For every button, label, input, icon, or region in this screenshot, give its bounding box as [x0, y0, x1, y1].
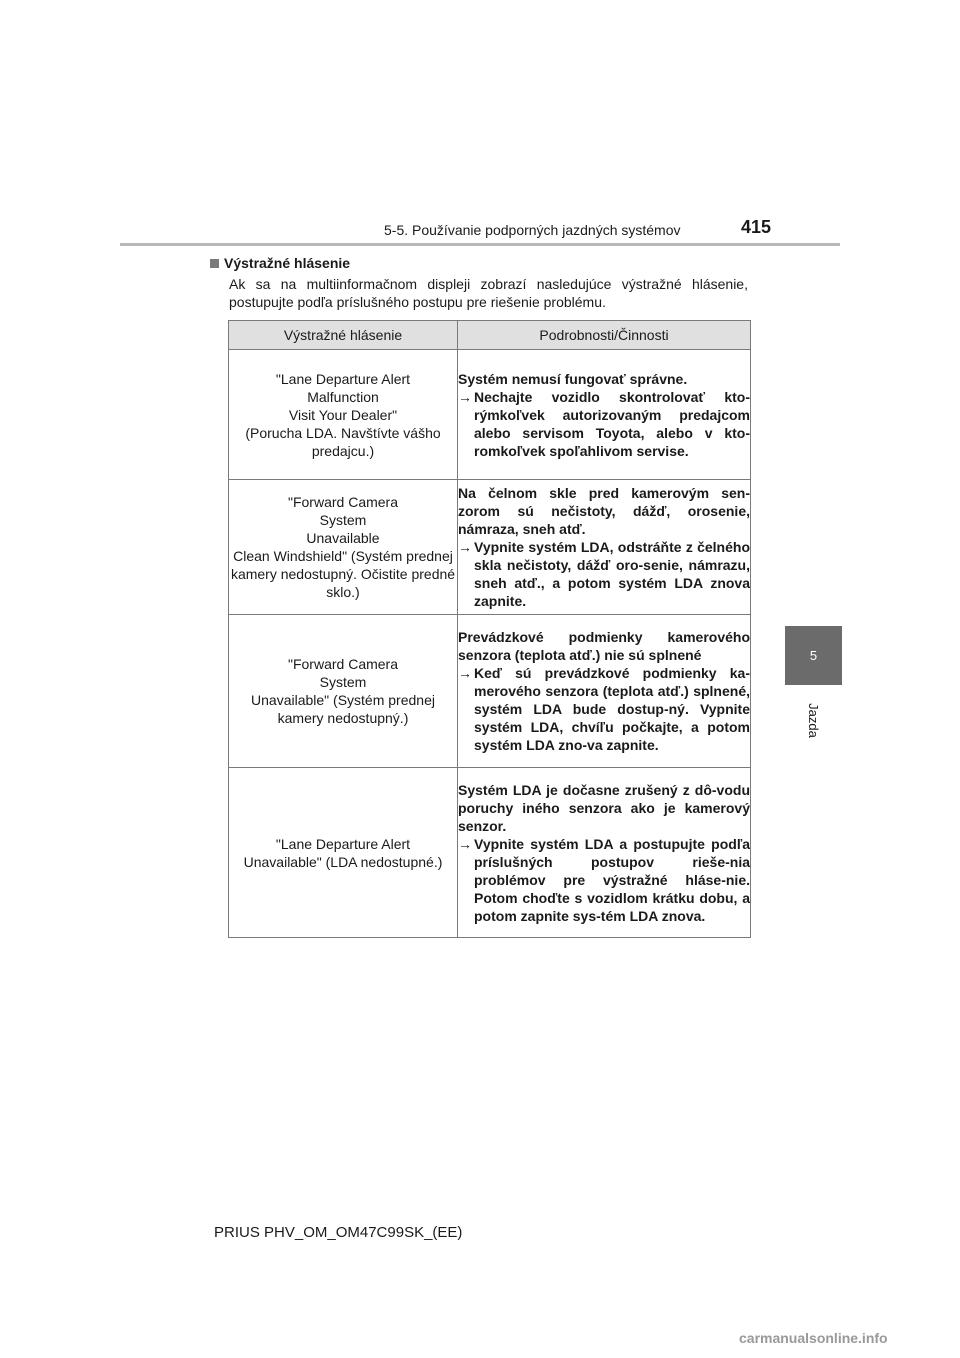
message-line: System [319, 674, 367, 690]
message-line: "Lane Departure Alert [275, 370, 411, 387]
message-line: Clean Windshield" (Systém prednej kamery nedostupný. Očistite predné sklo.) [230, 548, 456, 600]
detail-title: Systém nemusí fungovať správne. [458, 370, 688, 387]
arrow-icon: → [458, 665, 472, 681]
table-row [229, 615, 751, 768]
message-line: "Forward Camera [288, 494, 398, 510]
document-code: PRIUS PHV_OM_OM47C99SK_(EE) [214, 1224, 463, 1241]
warning-message-cell [229, 768, 458, 938]
table-row [229, 768, 751, 938]
detail-title: Prevádzkové podmienky kamerového senzora (teplota atď.) nie sú splnené [458, 629, 750, 663]
message-line: "Lane Departure Alert [275, 835, 411, 852]
detail-step-text: Vypnite systém LDA a postupujte podľa príslušných postupov rieše-nia problémov pre výstražné hláse-nie. Potom choďte s vozidlom krátku dobu, a potom zapnite sys-tém LDA znova. [474, 835, 750, 924]
detail-step [458, 538, 750, 610]
column-header-message: Výstražné hlásenie [229, 321, 458, 350]
column-header-details: Podrobnosti/Činnosti [458, 321, 751, 350]
detail-step-text: Nechajte vozidlo skontrolovať kto-rýmkoľvek autorizovaným predajcom alebo servisom Toyota, alebo v kto-romkoľvek spoľahlivom servise. [474, 388, 750, 459]
message-line: Unavailable" (LDA nedostupné.) [243, 853, 443, 870]
arrow-icon: → [458, 835, 472, 852]
chapter-side-label [786, 698, 841, 742]
table-row [229, 350, 751, 480]
detail-step [458, 664, 750, 754]
section-heading [210, 255, 350, 271]
chapter-side-label-text: Jazda [805, 702, 821, 738]
warning-message-cell [229, 350, 458, 480]
square-bullet-icon [210, 259, 219, 268]
detail-cell [458, 350, 751, 480]
detail-step-text: Vypnite systém LDA, odstráňte z čelného skla nečistoty, dážď oro-senie, námrazu, sneh atď., a potom systém LDA znova zapnite. [474, 539, 750, 609]
detail-step [458, 835, 750, 925]
detail-cell [458, 768, 751, 938]
chapter-tab-number: 5 [809, 648, 818, 663]
message-line: (Porucha LDA. Navštívte vášho predajcu.) [245, 424, 441, 459]
message-line: "Forward Camera [288, 656, 398, 672]
arrow-icon: → [458, 539, 472, 555]
table-header-row [229, 321, 751, 350]
detail-cell [458, 615, 751, 768]
detail-step [458, 388, 750, 460]
chapter-tab [785, 626, 842, 685]
detail-title: Systém LDA je dočasne zrušený z dô-vodu poruchy iného senzora ako je kamerový senzor. [458, 781, 750, 834]
message-line: Unavailable [306, 530, 380, 546]
header-rule [120, 243, 840, 246]
watermark: carmanualsonline.info [739, 1330, 888, 1346]
message-line: System [319, 512, 367, 528]
section-heading-text: Výstražné hlásenie [224, 255, 351, 271]
detail-step-text: Keď sú prevádzkové podmienky ka-merového senzora (teplota atď.) splnené, systém LDA bude dostup-ný. Vypnite systém LDA, chvíľu počkajte, a potom systém LDA zno-va zapnite. [474, 665, 750, 753]
chapter-header: 5-5. Používanie podporných jazdných systémov [384, 222, 681, 238]
warning-message-cell [229, 615, 458, 768]
message-line: Malfunction [307, 388, 379, 405]
detail-title: Na čelnom skle pred kamerovým sen-zorom sú nečistoty, dážď, orosenie, námraza, sneh atď. [458, 485, 750, 537]
message-line: Visit Your Dealer" [288, 406, 398, 423]
warning-message-cell [229, 480, 458, 615]
table-row [229, 480, 751, 615]
arrow-icon: → [458, 388, 472, 405]
section-intro: Ak sa na multiinformačnom displeji zobrazí nasledujúce výstražné hlásenie, postupujte podľa príslušného postupu pre riešenie problému. [229, 276, 748, 310]
detail-cell [458, 480, 751, 615]
message-line: Unavailable" (Systém prednej kamery nedostupný.) [251, 692, 435, 726]
page-number: 415 [741, 217, 772, 237]
warning-message-table [228, 320, 751, 938]
